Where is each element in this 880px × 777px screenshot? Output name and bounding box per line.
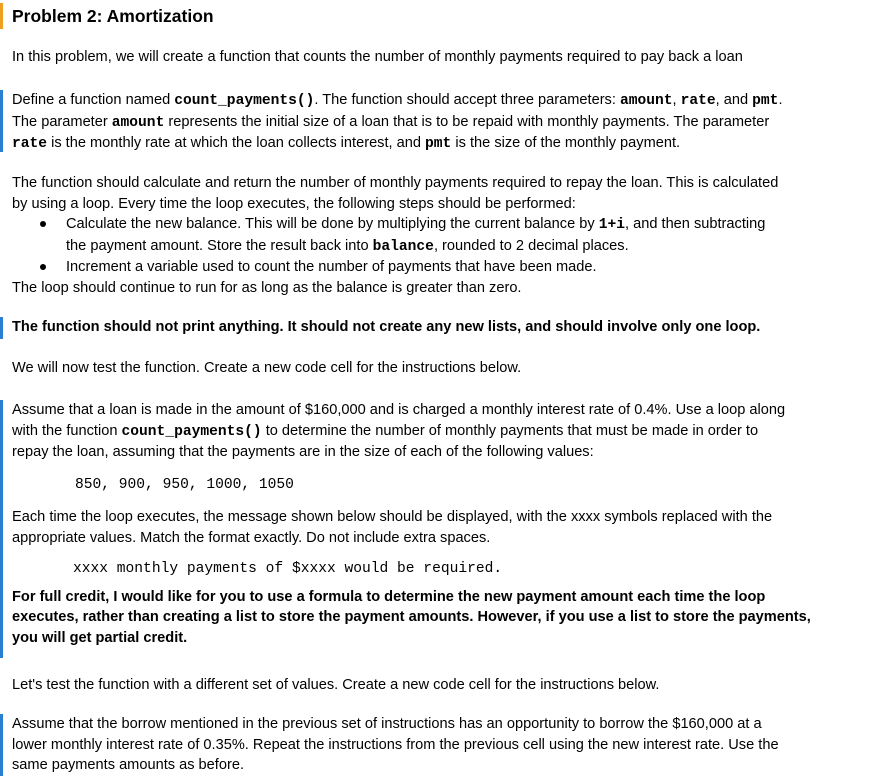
assume2-line-1: Assume that the borrow mentioned in the previous set of instructions has an opportunity to borrow the $160,000 at a bbox=[12, 716, 762, 732]
define-line-2 bbox=[12, 112, 863, 134]
steps-list bbox=[3, 214, 863, 278]
one-plus-i-code: 1+i bbox=[598, 217, 625, 233]
calc-line-3: The loop should continue to run for as long as the balance is greater than zero. bbox=[12, 279, 522, 296]
assume2-line-2: lower monthly interest rate of 0.35%. Repeat the instructions from the previous cell using the new interest rate. Use the bbox=[12, 736, 779, 753]
text-span: Define a function named bbox=[12, 92, 175, 108]
each-time-line-1: Each time the loop executes, the message shown below should be displayed, with the xxxx symbols replaced with the bbox=[12, 509, 773, 525]
text-span: , and then subtracting bbox=[625, 216, 766, 232]
param-pmt-code: pmt bbox=[425, 136, 452, 152]
text-span: . bbox=[778, 92, 783, 108]
bullet-icon bbox=[40, 264, 46, 270]
intro-text: In this problem, we will create a function that counts the number of monthly payments required to pay back a loan bbox=[12, 49, 743, 65]
param-rate-code: rate bbox=[680, 93, 716, 109]
credit-line-3: you will get partial credit. bbox=[12, 629, 188, 646]
step-1-line-1 bbox=[66, 214, 863, 236]
step-2: Increment a variable used to count the number of payments that have been made. bbox=[66, 259, 597, 275]
assume-section-1 bbox=[0, 400, 863, 658]
warning-text: The function should not print anything. It should not create any new lists, and should involve only one loop. bbox=[12, 319, 761, 335]
calculation-section bbox=[0, 173, 863, 298]
define-line-3 bbox=[12, 133, 863, 155]
list-item bbox=[3, 257, 863, 278]
test2-intro-text: Let's test the function with a different set of values. Create a new code cell for the instructions below. bbox=[12, 677, 660, 693]
warning-section bbox=[0, 317, 863, 339]
param-rate-code: rate bbox=[12, 136, 48, 152]
step-1-line-2 bbox=[66, 236, 863, 258]
credit-line-2: executes, rather than creating a list to store the payment amounts. However, if you use a list to store the payments, bbox=[12, 609, 811, 625]
assume2-line-3: same payments amounts as before. bbox=[12, 757, 244, 773]
intro-paragraph bbox=[0, 47, 863, 68]
assume1-line-1: Assume that a loan is made in the amount of $160,000 and is charged a monthly interest rate of 0.4%. Use a loop along bbox=[12, 402, 786, 418]
function-name-code: count_payments() bbox=[121, 423, 262, 440]
each-time-line-2: appropriate values. Match the format exactly. Do not include extra spaces. bbox=[12, 529, 491, 546]
define-line-1 bbox=[12, 90, 863, 112]
assume1-line-2 bbox=[12, 421, 863, 443]
test-intro-section bbox=[0, 358, 863, 379]
text-span: represents the initial size of a loan that is to be repaid with monthly payments. The parameter bbox=[164, 113, 770, 130]
payment-values-code: 850, 900, 950, 1000, 1050 bbox=[75, 476, 294, 493]
problem-title: Problem 2: Amortization bbox=[0, 3, 214, 29]
text-span: to determine the number of monthly payments that must be made in order to bbox=[261, 422, 759, 439]
text-span: is the monthly rate at which the loan collects interest, and bbox=[47, 135, 426, 151]
bullet-icon bbox=[40, 221, 46, 227]
test2-intro-section bbox=[0, 675, 863, 696]
define-function-section bbox=[0, 90, 863, 152]
text-span: The parameter bbox=[12, 113, 112, 130]
list-item bbox=[3, 214, 863, 257]
assume-section-2 bbox=[0, 714, 863, 776]
function-name-code: count_payments() bbox=[174, 93, 315, 109]
text-span: , bbox=[672, 92, 681, 108]
text-span: is the size of the monthly payment. bbox=[451, 135, 681, 151]
text-span: , and bbox=[715, 92, 753, 108]
message-format-code: xxxx monthly payments of $xxxx would be required. bbox=[73, 561, 503, 577]
text-span: the payment amount. Store the result back into bbox=[66, 237, 373, 254]
text-span: , rounded to 2 decimal places. bbox=[433, 237, 629, 254]
calc-line-2: by using a loop. Every time the loop executes, the following steps should be performed: bbox=[12, 195, 576, 212]
calc-line-1: The function should calculate and return the number of monthly payments required to repay the loan. This is calculated bbox=[12, 175, 779, 191]
param-amount-code: amount bbox=[619, 93, 673, 109]
assume1-line-3: repay the loan, assuming that the payments are in the size of each of the following values: bbox=[12, 444, 594, 460]
credit-line-1: For full credit, I would like for you to use a formula to determine the new payment amount each time the loop bbox=[12, 588, 766, 605]
text-span: . The function should accept three parameters: bbox=[314, 92, 620, 108]
test-intro-text: We will now test the function. Create a new code cell for the instructions below. bbox=[12, 360, 522, 376]
param-amount-code: amount bbox=[111, 114, 165, 131]
text-span: Calculate the new balance. This will be done by multiplying the current balance by bbox=[66, 216, 599, 232]
param-pmt-code: pmt bbox=[752, 93, 779, 109]
text-span: with the function bbox=[12, 422, 122, 439]
balance-code: balance bbox=[372, 238, 434, 255]
